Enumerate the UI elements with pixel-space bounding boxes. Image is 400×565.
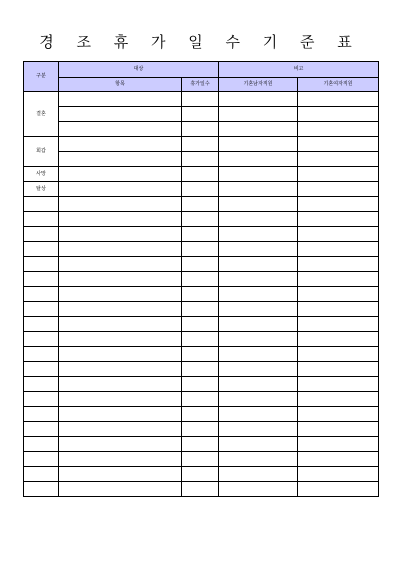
female-employee-cell[interactable] (298, 407, 379, 422)
male-employee-cell[interactable] (219, 302, 298, 317)
male-employee-cell[interactable] (219, 287, 298, 302)
item-cell[interactable] (59, 407, 182, 422)
category-cell[interactable] (24, 317, 59, 332)
male-employee-cell[interactable] (219, 362, 298, 377)
table-row (24, 287, 379, 302)
male-employee-cell[interactable] (219, 482, 298, 497)
female-employee-cell[interactable] (298, 302, 379, 317)
male-employee-cell[interactable] (219, 122, 298, 137)
item-cell[interactable] (59, 392, 182, 407)
female-employee-cell[interactable] (298, 257, 379, 272)
category-cell[interactable] (24, 437, 59, 452)
header-target: 대상 (59, 62, 219, 78)
leave-days-cell[interactable] (182, 437, 219, 452)
table-row (24, 347, 379, 362)
category-cell[interactable] (24, 242, 59, 257)
table-row (24, 362, 379, 377)
leave-days-cell[interactable] (182, 332, 219, 347)
male-employee-cell[interactable] (219, 137, 298, 152)
male-employee-cell[interactable] (219, 257, 298, 272)
table-row (24, 167, 379, 182)
male-employee-cell[interactable] (219, 182, 298, 197)
item-cell[interactable] (59, 107, 182, 122)
female-employee-cell[interactable] (298, 92, 379, 107)
table-row (24, 317, 379, 332)
item-cell[interactable] (59, 437, 182, 452)
table-row (24, 467, 379, 482)
item-cell[interactable] (59, 122, 182, 137)
table-row (24, 152, 379, 167)
female-employee-cell[interactable] (298, 287, 379, 302)
male-employee-cell[interactable] (219, 212, 298, 227)
leave-days-cell[interactable] (182, 257, 219, 272)
header-male-employee: 기혼남자직원 (219, 78, 298, 92)
leave-days-cell[interactable] (182, 422, 219, 437)
female-employee-cell[interactable] (298, 152, 379, 167)
male-employee-cell[interactable] (219, 422, 298, 437)
category-cell: 결혼 (24, 92, 59, 137)
male-employee-cell[interactable] (219, 377, 298, 392)
category-cell[interactable] (24, 227, 59, 242)
item-cell[interactable] (59, 272, 182, 287)
header-leave-days: 휴가일수 (182, 78, 219, 92)
leave-days-cell[interactable] (182, 362, 219, 377)
item-cell[interactable] (59, 212, 182, 227)
male-employee-cell[interactable] (219, 92, 298, 107)
header-female-employee: 기혼여자직원 (298, 78, 379, 92)
female-employee-cell[interactable] (298, 347, 379, 362)
leave-standards-table (23, 61, 379, 497)
header-category: 구분 (24, 62, 59, 92)
category-cell[interactable] (24, 422, 59, 437)
leave-days-cell[interactable] (182, 452, 219, 467)
leave-days-cell[interactable] (182, 152, 219, 167)
leave-days-cell[interactable] (182, 482, 219, 497)
category-cell: 회갑 (24, 137, 59, 167)
item-cell[interactable] (59, 197, 182, 212)
item-cell[interactable] (59, 347, 182, 362)
female-employee-cell[interactable] (298, 437, 379, 452)
leave-days-cell[interactable] (182, 317, 219, 332)
header-remarks: 비고 (219, 62, 379, 78)
category-cell[interactable] (24, 347, 59, 362)
male-employee-cell[interactable] (219, 407, 298, 422)
leave-days-cell[interactable] (182, 272, 219, 287)
male-employee-cell[interactable] (219, 452, 298, 467)
header-item: 항목 (59, 78, 182, 92)
male-employee-cell[interactable] (219, 317, 298, 332)
table-row (24, 407, 379, 422)
item-cell[interactable] (59, 137, 182, 152)
category-cell[interactable] (24, 362, 59, 377)
leave-days-cell[interactable] (182, 392, 219, 407)
female-employee-cell[interactable] (298, 182, 379, 197)
female-employee-cell[interactable] (298, 362, 379, 377)
leave-days-cell[interactable] (182, 302, 219, 317)
male-employee-cell[interactable] (219, 392, 298, 407)
category-cell[interactable] (24, 407, 59, 422)
category-cell[interactable] (24, 377, 59, 392)
item-cell[interactable] (59, 257, 182, 272)
table-row (24, 212, 379, 227)
male-employee-cell[interactable] (219, 347, 298, 362)
category-cell[interactable] (24, 482, 59, 497)
item-cell[interactable] (59, 302, 182, 317)
leave-days-cell[interactable] (182, 167, 219, 182)
table-row (24, 227, 379, 242)
category-cell[interactable] (24, 212, 59, 227)
header-row-top (24, 62, 379, 78)
female-employee-cell[interactable] (298, 227, 379, 242)
male-employee-cell[interactable] (219, 227, 298, 242)
male-employee-cell[interactable] (219, 272, 298, 287)
female-employee-cell[interactable] (298, 332, 379, 347)
table-row (24, 272, 379, 287)
leave-days-cell[interactable] (182, 182, 219, 197)
category-cell: 탈상 (24, 182, 59, 197)
table-row (24, 137, 379, 152)
leave-days-cell[interactable] (182, 287, 219, 302)
table-row (24, 122, 379, 137)
male-employee-cell[interactable] (219, 107, 298, 122)
table-row (24, 257, 379, 272)
category-cell[interactable] (24, 197, 59, 212)
female-employee-cell[interactable] (298, 122, 379, 137)
leave-days-cell[interactable] (182, 242, 219, 257)
table-row (24, 422, 379, 437)
female-employee-cell[interactable] (298, 392, 379, 407)
leave-days-cell[interactable] (182, 347, 219, 362)
item-cell[interactable] (59, 287, 182, 302)
item-cell[interactable] (59, 482, 182, 497)
category-cell[interactable] (24, 272, 59, 287)
female-employee-cell[interactable] (298, 107, 379, 122)
female-employee-cell[interactable] (298, 197, 379, 212)
leave-days-cell[interactable] (182, 137, 219, 152)
item-cell[interactable] (59, 467, 182, 482)
table-row (24, 452, 379, 467)
category-cell[interactable] (24, 257, 59, 272)
item-cell[interactable] (59, 422, 182, 437)
leave-days-cell[interactable] (182, 122, 219, 137)
male-employee-cell[interactable] (219, 152, 298, 167)
table-row (24, 302, 379, 317)
category-cell: 사망 (24, 167, 59, 182)
item-cell[interactable] (59, 317, 182, 332)
category-cell[interactable] (24, 452, 59, 467)
item-cell[interactable] (59, 242, 182, 257)
leave-days-cell[interactable] (182, 377, 219, 392)
female-employee-cell[interactable] (298, 467, 379, 482)
item-cell[interactable] (59, 227, 182, 242)
table-row (24, 107, 379, 122)
female-employee-cell[interactable] (298, 317, 379, 332)
female-employee-cell[interactable] (298, 452, 379, 467)
category-cell[interactable] (24, 302, 59, 317)
female-employee-cell[interactable] (298, 422, 379, 437)
category-cell[interactable] (24, 467, 59, 482)
table-row (24, 482, 379, 497)
leave-days-cell[interactable] (182, 467, 219, 482)
female-employee-cell[interactable] (298, 272, 379, 287)
item-cell[interactable] (59, 182, 182, 197)
item-cell[interactable] (59, 452, 182, 467)
item-cell[interactable] (59, 362, 182, 377)
leave-days-cell[interactable] (182, 197, 219, 212)
category-cell[interactable] (24, 332, 59, 347)
leave-days-cell[interactable] (182, 227, 219, 242)
item-cell[interactable] (59, 152, 182, 167)
item-cell[interactable] (59, 377, 182, 392)
male-employee-cell[interactable] (219, 332, 298, 347)
female-employee-cell[interactable] (298, 482, 379, 497)
category-cell[interactable] (24, 287, 59, 302)
table-row (24, 332, 379, 347)
female-employee-cell[interactable] (298, 242, 379, 257)
category-cell[interactable] (24, 392, 59, 407)
leave-days-cell[interactable] (182, 407, 219, 422)
leave-days-cell[interactable] (182, 107, 219, 122)
table-row (24, 242, 379, 257)
male-employee-cell[interactable] (219, 242, 298, 257)
table-row (24, 392, 379, 407)
table-body (24, 92, 379, 497)
item-cell[interactable] (59, 332, 182, 347)
header-row-sub (24, 78, 379, 92)
leave-days-cell[interactable] (182, 212, 219, 227)
male-employee-cell[interactable] (219, 197, 298, 212)
table-row (24, 377, 379, 392)
item-cell[interactable] (59, 167, 182, 182)
female-employee-cell[interactable] (298, 377, 379, 392)
table-row (24, 182, 379, 197)
table-row (24, 197, 379, 212)
item-cell[interactable] (59, 92, 182, 107)
table-row (24, 437, 379, 452)
male-employee-cell[interactable] (219, 167, 298, 182)
male-employee-cell[interactable] (219, 437, 298, 452)
female-employee-cell[interactable] (298, 137, 379, 152)
male-employee-cell[interactable] (219, 467, 298, 482)
leave-days-cell[interactable] (182, 92, 219, 107)
page-title: 경 조 휴 가 일 수 기 준 표 (39, 33, 361, 51)
female-employee-cell[interactable] (298, 212, 379, 227)
table-row (24, 92, 379, 107)
female-employee-cell[interactable] (298, 167, 379, 182)
